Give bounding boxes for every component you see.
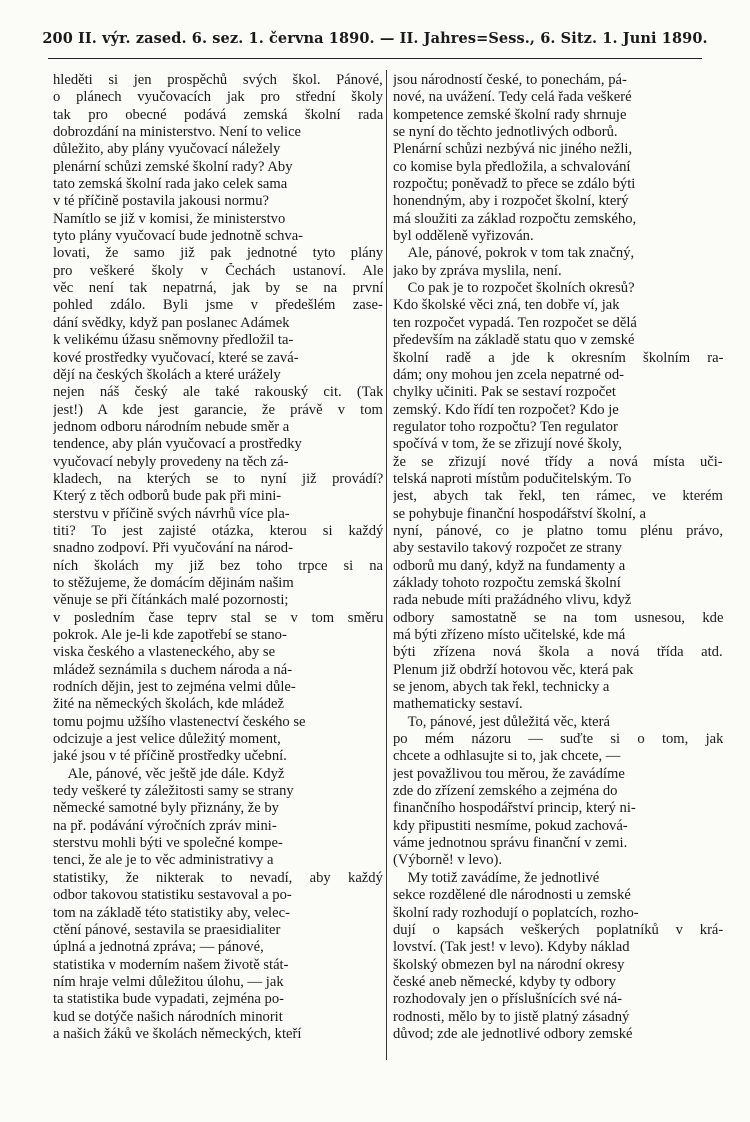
column-divider [386,70,387,1060]
text-line: že se zřizují nové třídy a nová místa uči- [393,453,723,470]
text-line: české aneb německé, kdyby ty odbory [393,973,616,990]
text-line: Který z těch odborů bude pak při mini- [53,488,282,505]
text-line: německé samotné byly přiznány, že by [53,800,279,817]
text-line: především na základě statu quo v zemské [393,332,635,349]
text-line: v posledním čase teprv stal se v tom směru [53,609,383,626]
text-line: lovati, že samo již pak jednotné tyto plány [53,245,383,262]
text-line: Plenární schůzi nezbývá nic jiného nežli, [393,141,633,158]
text-line: (Výborně! v levo). [393,852,503,869]
text-line: školní rady rozhodují o poplatcích, rozho- [393,904,639,921]
text-line: a našich žáků ve školách německých, kteří [53,1025,302,1042]
text-line: lovství. (Tak jest! v levo). Kdyby náklad [393,939,630,956]
text-line: tato zemská školní rada jako celek sama [53,176,288,193]
text-line: tedy veškeré ty záležitosti samy se strany [53,783,294,800]
text-line: dobrozdání na ministerstvo. Není to velice [53,124,302,141]
text-line: regulator toho rozpočtu? Ten regulator [393,418,618,435]
text-line: hleděti si jen prospěchů svých škol. Pánové, [53,72,383,88]
text-line: tendence, aby plán vyučovací a prostředky [53,436,302,453]
left-column [53,72,383,1043]
text-line: školní radě a jde k okresním školním ra- [393,349,723,366]
text-line: byl odděleně vyřizován. [393,228,534,245]
text-line: dání svědky, když pan poslanec Adámek [53,314,290,331]
text-line: mathematicky sestaví. [393,696,523,713]
text-line: má sloužiti za základ rozpočtu zemského, [393,210,637,227]
text-line: rodních dějin, jest to zejména velmi důle- [53,679,296,696]
text-line: věnuje se při čítánkách malé pozornosti; [53,592,289,609]
text-line: dují o kapsách veškerých poplatníků v krá- [393,921,723,938]
text-line: odcizuje a jest velice důležitý moment, [53,731,281,748]
text-line: statistiky, že nikterak to nevadí, aby každý [53,869,383,886]
text-line: rada nebude míti pražádného vlivu, když [393,592,632,609]
running-header: 200 II. výr. zased. 6. sez. 1. června 1890. — II. Jahres=Sess., 6. Sitz. 1. Juni 1890. [42,30,708,47]
text-line: kové prostředky vyučovací, které se zavá- [53,349,299,366]
text-line: k velikému úžasu sněmovny předložil ta- [53,332,294,349]
text-line: se jenom, abych tak řekl, technicky a [393,679,610,696]
text-line: ních školách my již bez toho trpce si na [53,557,383,574]
text-line: Plenum již obdrží hotovou věc, která pak [393,661,634,678]
text-line: Ale, pánové, pokrok v tom tak značný, [393,245,635,262]
text-line: Co pak je to rozpočet školních okresů? [393,280,635,297]
text-line: váme jednotnou správu finanční v zemi. [393,835,628,852]
text-line: má býti zřízeno místo učitelské, kde má [393,627,626,643]
text-line: to stěžujeme, že domácím dějinám našim [53,574,294,591]
text-line: tenci, že ale je to věc administrativy a [53,852,274,869]
text-line: Kdo školské věci zná, ten dobře ví, jak [393,297,620,314]
text-line: rozhodovaly jen o příslušnících své ná- [393,991,622,1008]
text-line: tom na základě této statistiky aby, velec- [53,904,290,921]
text-line: plenární schůzi zemské školní rady? Aby [53,158,293,175]
text-line: pro veškeré školy v Čechách ustanoví. Ale [53,262,383,279]
text-line: pohled zdálo. Byli jsme v předešlém zase- [53,297,383,314]
text-line: důležito, aby plány vyučovací náležely [53,141,281,158]
text-line: statistika v moderním našem životě stát- [53,956,289,973]
text-line: telská naproti místům podučitelským. To [393,470,632,487]
text-line: chcete a odhlasujte si to, jak chcete, — [393,748,621,765]
text-line: se nyní do těchto jednotlivých odborů. [393,124,618,141]
text-line: kud se dotýče našich národních minorit [53,1008,283,1025]
right-column [393,72,723,1043]
text-line: v té příčině postavila jakousi normu? [53,193,270,210]
text-line: žité na německých školách, kde mládež [53,696,284,713]
text-line: zde do zřízení zemského a zejména do [393,783,618,800]
text-line: jest považlivou tou měrou, že zavádíme [393,765,625,782]
header-rule [48,58,702,59]
text-line: o plánech vyučovacích jak pro střední školy [53,89,383,106]
text-line: důvod; zde ale jednotlivé odbory zemské [393,1025,633,1042]
text-line: kladech, na kterých se to nyní již provádí? [53,470,383,487]
text-line: jest!) A kde jest garancie, že právě v tom [53,401,383,418]
text-line: chylky učiniti. Pak se sestaví rozpočet [393,384,616,401]
text-line: základy tohoto rozpočtu zemská školní [393,574,621,591]
text-line: tyto plány vyučovací bude jednotně schva- [53,228,304,245]
text-line: odborů mu daný, když na fundamenty a [393,557,626,574]
text-line: snadno zodpoví. Při vyučování na národ- [53,540,293,557]
text-line: odbor takovou statistiku sestavoval a po- [53,887,292,904]
text-line: Namítlo se již v komisi, že ministerstvo [53,210,286,227]
text-line: Ale, pánové, věc ještě jde dále. Když [53,765,285,782]
text-line: spočívá v tom, že se zřizují nové školy, [393,436,622,453]
text-line: školský obmezen byl na národní okresy [393,956,625,973]
text-line: jest, abych tak řekl, ten rámec, ve kterém [393,488,723,505]
text-line: rozpočtu; poněvadž to přece se zdálo býti [393,176,636,193]
text-line: jako by zpráva myslila, není. [393,262,562,279]
text-line: aby sestavilo takový rozpočet ze strany [393,540,622,557]
text-line: ctění pánové, sestavila se praesidialiter [53,921,281,938]
text-line: po mém názoru — suďte si o tom, jak [393,731,723,748]
text-line: sterstvu v příčině svých návrhů více pla- [53,505,290,522]
text-line: ta statistika bude vypadati, zejména po- [53,991,284,1008]
text-line: ten rozpočet vypadá. Ten rozpočet se dělá [393,314,637,331]
text-line: zemský. Kdo řídí ten rozpočet? Kdo je [393,401,619,418]
text-line: dějí na českých školách a které urážely [53,366,281,383]
text-line: tomu pojmu užšího vlastenectví českého se [53,713,306,730]
text-line: se pohybuje finanční hospodářství školní, a [393,505,646,522]
text-line: My totiž zavádíme, že jednotlivé [393,869,600,886]
text-line: jednom odboru národním nebude směr a [53,418,290,435]
text-line: nyní, pánové, co je platno tomu plénu právo, [393,522,723,539]
text-line: kompetence zemské školní rady shrnuje [393,106,627,123]
text-line: na př. podávání výročních zpráv mini- [53,817,277,834]
text-line: honendným, aby i rozpočet školní, který [393,193,629,210]
text-line: titi? To jest zajisté otázka, kterou si každý [53,522,383,539]
text-line: sekce rozdělené dle národnosti u zemské [393,887,631,904]
text-line: co komise byla předložila, a schvalování [393,158,631,175]
text-line: úplná a jednotná zpráva; — pánové, [53,939,264,956]
text-line: To, pánové, jest důležitá věc, která [393,713,610,730]
text-line: kdy připustiti nesmíme, pokud zachová- [393,817,628,834]
text-line: věc není tak nepatrná, jak by se na první [53,280,383,297]
text-line: ním hraje velmi důležitou úlohu, — jak [53,973,284,990]
text-line: odbory samostatně se na tom usnesou, kde [393,609,723,626]
text-line: jaké jsou v té příčině prostředky učební. [53,748,287,765]
text-line: sterstvu mohli býti ve společné kompe- [53,835,283,852]
text-line: finančního hospodářství princip, který ni- [393,800,636,817]
text-line: nové, na uvážení. Tedy celá řada veškeré [393,89,632,106]
text-line: pokrok. Ale je-li kde zapotřebí se stano- [53,627,287,643]
text-line: vyučovací nebyly provedeny na těch zá- [53,453,289,470]
text-line: dám; ony mohou jen zcela nepatrné od- [393,366,624,383]
text-line: rodnosti, mělo by to jistě platný zásadný [393,1008,630,1025]
text-line: mládež seznámila s duchem národa a ná- [53,661,293,678]
text-line: nejen náš český ale také rakouský cit. (Tak [53,384,383,401]
text-line: býti zřízena nová škola a nová třída atd. [393,644,723,661]
text-line: tak pro obecné podává zemská školní rada [53,106,383,123]
text-line: jsou národností české, to ponechám, pá- [393,72,627,88]
text-line: viska českého a vlasteneckého, aby se [53,644,276,661]
